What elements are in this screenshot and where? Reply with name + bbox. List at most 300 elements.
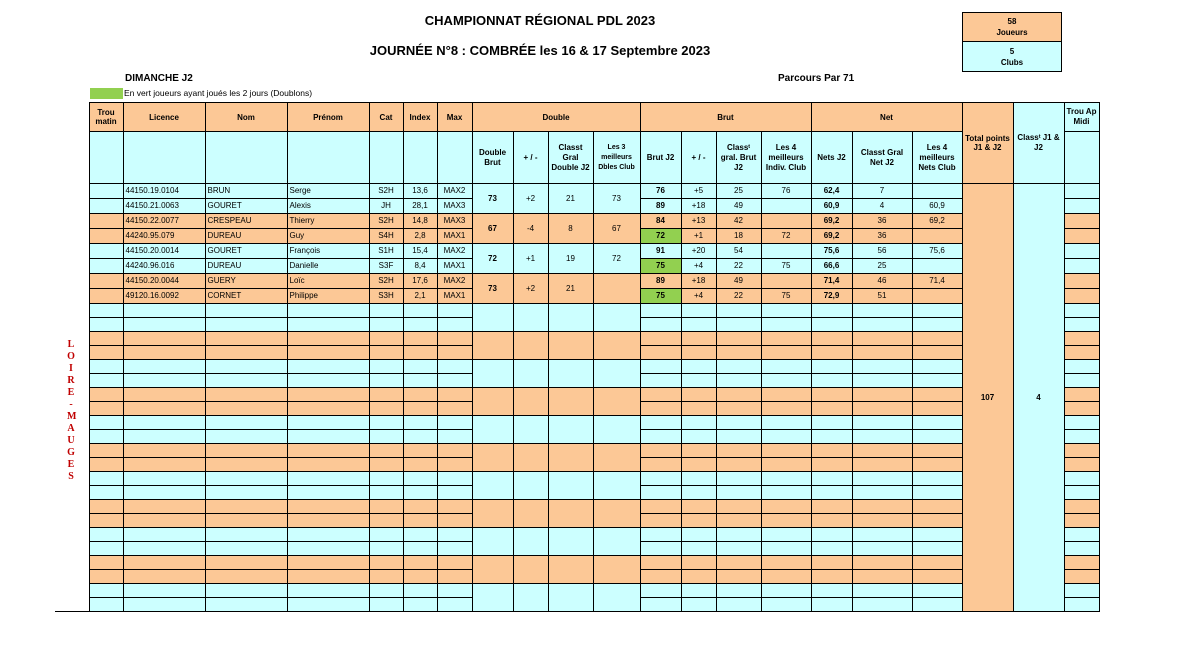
class-brut-cell: [716, 570, 761, 584]
index-cell: [403, 360, 437, 374]
brut-pm-cell: [681, 332, 716, 346]
trou-matin-cell: [89, 199, 123, 214]
index-cell: [403, 472, 437, 486]
best4-nets-cell: [912, 486, 962, 500]
double-classt-cell: [548, 416, 593, 444]
max-cell: [437, 360, 472, 374]
header-total-points: Total points J1 & J2: [962, 103, 1013, 184]
subheader-les4-indiv: Les 4 meilleurs Indiv. Club: [761, 132, 811, 184]
prenom-cell: [287, 472, 369, 486]
double-best3-cell: [593, 274, 640, 304]
nom-cell: [205, 570, 287, 584]
class-net-cell: [852, 598, 912, 612]
table-row: [55, 472, 1099, 486]
max-cell: [437, 346, 472, 360]
double-pm-cell: [513, 528, 548, 556]
brut-pm-cell: [681, 318, 716, 332]
best4-nets-cell: [912, 556, 962, 570]
licence-cell: [123, 556, 205, 570]
nom-cell: [205, 430, 287, 444]
net-j2-cell: [811, 388, 852, 402]
class-brut-cell: [716, 430, 761, 444]
class-net-cell: [852, 542, 912, 556]
cat-cell: [369, 430, 403, 444]
class-net-cell: 56: [852, 244, 912, 259]
net-j2-cell: [811, 304, 852, 318]
header-licence: Licence: [123, 103, 205, 132]
header-trou-ap-midi: Trou Ap Midi: [1064, 103, 1099, 132]
nom-cell: [205, 388, 287, 402]
net-j2-cell: [811, 360, 852, 374]
max-cell: [437, 318, 472, 332]
class-net-cell: [852, 458, 912, 472]
best4-nets-cell: 75,6: [912, 244, 962, 259]
net-j2-cell: [811, 332, 852, 346]
cat-cell: [369, 444, 403, 458]
licence-cell: [123, 374, 205, 388]
brut-pm-cell: [681, 416, 716, 430]
nom-cell: [205, 458, 287, 472]
prenom-cell: [287, 402, 369, 416]
best4-nets-cell: [912, 528, 962, 542]
max-cell: [437, 416, 472, 430]
licence-cell: 44150.22.0077: [123, 214, 205, 229]
net-j2-cell: 75,6: [811, 244, 852, 259]
net-j2-cell: 66,6: [811, 259, 852, 274]
double-classt-cell: [548, 332, 593, 360]
licence-cell: [123, 570, 205, 584]
class-net-cell: 51: [852, 289, 912, 304]
double-pm-cell: [513, 444, 548, 472]
subheader-brut-pm: + / -: [681, 132, 716, 184]
trou-ap-midi-cell: [1064, 318, 1099, 332]
index-cell: [403, 430, 437, 444]
prenom-cell: Serge: [287, 184, 369, 199]
brut-j2-cell: [640, 318, 681, 332]
net-j2-cell: 69,2: [811, 214, 852, 229]
cat-cell: S3H: [369, 289, 403, 304]
trou-matin-cell: [89, 416, 123, 430]
brut-j2-cell: [640, 542, 681, 556]
cat-cell: [369, 318, 403, 332]
brut-j2-cell: [640, 528, 681, 542]
class-brut-cell: [716, 598, 761, 612]
cat-cell: S1H: [369, 244, 403, 259]
subheader-blank-index: [403, 132, 437, 184]
class-net-cell: [852, 402, 912, 416]
trou-matin-cell: [89, 346, 123, 360]
prenom-cell: [287, 318, 369, 332]
brut-j2-cell: [640, 360, 681, 374]
double-classt-cell: 8: [548, 214, 593, 244]
trou-ap-midi-cell: [1064, 259, 1099, 274]
trou-matin-cell: [89, 584, 123, 598]
trou-matin-cell: [89, 214, 123, 229]
max-cell: [437, 374, 472, 388]
nom-cell: BRUN: [205, 184, 287, 199]
cat-cell: [369, 542, 403, 556]
max-cell: MAX1: [437, 289, 472, 304]
licence-cell: [123, 430, 205, 444]
best4-nets-cell: [912, 598, 962, 612]
net-j2-cell: [811, 514, 852, 528]
subheader-classt-gral-net: Classt Gral Net J2: [852, 132, 912, 184]
class-brut-cell: [716, 332, 761, 346]
brut-j2-cell: [640, 374, 681, 388]
class-brut-cell: [716, 542, 761, 556]
best4-indiv-cell: [761, 274, 811, 289]
subheader-blank-trou: [89, 132, 123, 184]
trou-ap-midi-cell: [1064, 570, 1099, 584]
class-net-cell: [852, 374, 912, 388]
nom-cell: [205, 444, 287, 458]
players-count: 58: [1007, 17, 1017, 26]
cat-cell: [369, 584, 403, 598]
double-best3-cell: 67: [593, 214, 640, 244]
subheader-nets-j2: Nets J2: [811, 132, 852, 184]
class-brut-cell: 18: [716, 229, 761, 244]
prenom-cell: [287, 430, 369, 444]
licence-cell: [123, 514, 205, 528]
best4-indiv-cell: [761, 514, 811, 528]
index-cell: [403, 318, 437, 332]
double-best3-cell: [593, 472, 640, 500]
trou-ap-midi-cell: [1064, 514, 1099, 528]
best4-indiv-cell: [761, 388, 811, 402]
licence-cell: 49120.16.0092: [123, 289, 205, 304]
nom-cell: [205, 360, 287, 374]
class-brut-cell: 49: [716, 274, 761, 289]
net-j2-cell: 72,9: [811, 289, 852, 304]
double-classt-cell: [548, 528, 593, 556]
index-cell: [403, 514, 437, 528]
best4-nets-cell: [912, 570, 962, 584]
double-best3-cell: [593, 500, 640, 528]
double-best3-cell: [593, 360, 640, 388]
brut-j2-cell: 91: [640, 244, 681, 259]
table-row: [55, 304, 1099, 318]
brut-pm-cell: [681, 346, 716, 360]
best4-indiv-cell: [761, 318, 811, 332]
prenom-cell: Danielle: [287, 259, 369, 274]
table-row: [55, 332, 1099, 346]
index-cell: [403, 444, 437, 458]
net-j2-cell: [811, 542, 852, 556]
best4-indiv-cell: [761, 416, 811, 430]
best4-indiv-cell: [761, 570, 811, 584]
class-net-cell: 36: [852, 214, 912, 229]
double-classt-cell: [548, 584, 593, 612]
subheader-double-brut: Double Brut: [472, 132, 513, 184]
best4-indiv-cell: [761, 528, 811, 542]
double-best3-cell: [593, 584, 640, 612]
players-count-box: [962, 12, 1062, 42]
max-cell: [437, 556, 472, 570]
max-cell: [437, 542, 472, 556]
double-brut-cell: [472, 304, 513, 332]
index-cell: 13,6: [403, 184, 437, 199]
subheader-blank-prenom: [287, 132, 369, 184]
prenom-cell: [287, 332, 369, 346]
brut-pm-cell: [681, 472, 716, 486]
max-cell: [437, 584, 472, 598]
best4-nets-cell: [912, 388, 962, 402]
brut-j2-cell: [640, 584, 681, 598]
class-net-cell: [852, 388, 912, 402]
licence-cell: [123, 542, 205, 556]
brut-pm-cell: +18: [681, 199, 716, 214]
brut-j2-cell: [640, 416, 681, 430]
index-cell: 2,8: [403, 229, 437, 244]
brut-pm-cell: +4: [681, 289, 716, 304]
double-pm-cell: [513, 360, 548, 388]
trou-ap-midi-cell: [1064, 229, 1099, 244]
table-row: [55, 360, 1099, 374]
cat-cell: [369, 486, 403, 500]
max-cell: [437, 472, 472, 486]
cat-cell: [369, 598, 403, 612]
brut-pm-cell: [681, 486, 716, 500]
max-cell: [437, 528, 472, 542]
nom-cell: DUREAU: [205, 259, 287, 274]
cat-cell: [369, 332, 403, 346]
trou-ap-midi-cell: [1064, 388, 1099, 402]
index-cell: 2,1: [403, 289, 437, 304]
nom-cell: [205, 500, 287, 514]
brut-pm-cell: [681, 598, 716, 612]
max-cell: [437, 332, 472, 346]
table-row: [55, 184, 1099, 199]
double-best3-cell: [593, 528, 640, 556]
day-label: DIMANCHE J2: [125, 73, 193, 84]
double-pm-cell: [513, 500, 548, 528]
net-j2-cell: [811, 416, 852, 430]
brut-j2-cell: [640, 486, 681, 500]
double-best3-cell: [593, 304, 640, 332]
class-net-cell: 36: [852, 229, 912, 244]
subheader-brut-j2: Brut J2: [640, 132, 681, 184]
trou-ap-midi-cell: [1064, 374, 1099, 388]
cat-cell: [369, 416, 403, 430]
table-row: [55, 416, 1099, 430]
trou-matin-cell: [89, 528, 123, 542]
trou-matin-cell: [89, 274, 123, 289]
brut-pm-cell: [681, 570, 716, 584]
trou-matin-cell: [89, 289, 123, 304]
nom-cell: [205, 598, 287, 612]
prenom-cell: [287, 598, 369, 612]
subheader-blank-max: [437, 132, 472, 184]
prenom-cell: [287, 458, 369, 472]
best4-indiv-cell: [761, 444, 811, 458]
index-cell: [403, 542, 437, 556]
brut-pm-cell: [681, 500, 716, 514]
class-brut-cell: 42: [716, 214, 761, 229]
best4-indiv-cell: 75: [761, 289, 811, 304]
double-classt-cell: [548, 304, 593, 332]
class-net-cell: [852, 304, 912, 318]
best4-indiv-cell: [761, 304, 811, 318]
cat-cell: [369, 402, 403, 416]
trou-ap-midi-cell: [1064, 360, 1099, 374]
licence-cell: [123, 360, 205, 374]
max-cell: [437, 458, 472, 472]
table-row: [55, 528, 1099, 542]
cat-cell: S2H: [369, 274, 403, 289]
nom-cell: [205, 542, 287, 556]
nom-cell: [205, 374, 287, 388]
best4-nets-cell: [912, 542, 962, 556]
class-brut-cell: [716, 472, 761, 486]
best4-indiv-cell: [761, 402, 811, 416]
trou-ap-midi-cell: [1064, 458, 1099, 472]
best4-indiv-cell: [761, 374, 811, 388]
net-j2-cell: [811, 346, 852, 360]
header-nom: Nom: [205, 103, 287, 132]
index-cell: [403, 388, 437, 402]
licence-cell: [123, 332, 205, 346]
index-cell: 17,6: [403, 274, 437, 289]
trou-matin-cell: [89, 444, 123, 458]
class-brut-cell: [716, 514, 761, 528]
trou-ap-midi-cell: [1064, 402, 1099, 416]
double-best3-cell: [593, 416, 640, 444]
brut-j2-cell: [640, 556, 681, 570]
trou-matin-cell: [89, 259, 123, 274]
max-cell: [437, 570, 472, 584]
nom-cell: [205, 584, 287, 598]
double-classt-cell: [548, 444, 593, 472]
clubs-label: Clubs: [1000, 57, 1024, 67]
licence-cell: [123, 318, 205, 332]
class-net-cell: 4: [852, 199, 912, 214]
trou-ap-midi-cell: [1064, 444, 1099, 458]
subheader-les4-nets: Les 4 meilleurs Nets Club: [912, 132, 962, 184]
class-brut-cell: [716, 304, 761, 318]
double-best3-cell: 72: [593, 244, 640, 274]
net-j2-cell: [811, 374, 852, 388]
double-brut-cell: [472, 416, 513, 444]
best4-nets-cell: [912, 184, 962, 199]
trou-ap-midi-cell: [1064, 416, 1099, 430]
trou-matin-cell: [89, 332, 123, 346]
best4-nets-cell: [912, 332, 962, 346]
brut-j2-cell: [640, 514, 681, 528]
best4-indiv-cell: 75: [761, 259, 811, 274]
double-classt-cell: [548, 388, 593, 416]
prenom-cell: [287, 486, 369, 500]
nom-cell: CORNET: [205, 289, 287, 304]
cat-cell: S2H: [369, 184, 403, 199]
trou-matin-cell: [89, 458, 123, 472]
max-cell: MAX1: [437, 259, 472, 274]
class-net-cell: [852, 584, 912, 598]
net-j2-cell: [811, 556, 852, 570]
trou-matin-cell: [89, 374, 123, 388]
double-brut-cell: 73: [472, 274, 513, 304]
net-j2-cell: 62,4: [811, 184, 852, 199]
trou-matin-cell: [89, 184, 123, 199]
index-cell: 28,1: [403, 199, 437, 214]
brut-j2-cell: 72: [640, 229, 681, 244]
brut-pm-cell: [681, 542, 716, 556]
index-cell: [403, 304, 437, 318]
double-pm-cell: [513, 388, 548, 416]
nom-cell: [205, 416, 287, 430]
licence-cell: [123, 528, 205, 542]
brut-j2-cell: 76: [640, 184, 681, 199]
prenom-cell: Philippe: [287, 289, 369, 304]
max-cell: MAX2: [437, 244, 472, 259]
best4-indiv-cell: [761, 332, 811, 346]
index-cell: [403, 584, 437, 598]
best4-nets-cell: [912, 346, 962, 360]
brut-pm-cell: [681, 444, 716, 458]
cat-cell: [369, 500, 403, 514]
brut-pm-cell: [681, 458, 716, 472]
max-cell: MAX2: [437, 184, 472, 199]
nom-cell: [205, 472, 287, 486]
best4-indiv-cell: [761, 556, 811, 570]
index-cell: [403, 416, 437, 430]
brut-pm-cell: [681, 402, 716, 416]
trou-matin-cell: [89, 430, 123, 444]
club-name-vertical: LOIRE-MAUGES: [67, 339, 77, 482]
double-classt-cell: [548, 472, 593, 500]
total-points-cell: 107: [962, 184, 1013, 612]
brut-j2-cell: [640, 304, 681, 318]
max-cell: [437, 304, 472, 318]
course-par-label: Parcours Par 71: [778, 73, 855, 84]
double-brut-cell: 72: [472, 244, 513, 274]
class-brut-cell: [716, 584, 761, 598]
brut-j2-cell: [640, 472, 681, 486]
double-best3-cell: [593, 444, 640, 472]
double-brut-cell: [472, 556, 513, 584]
licence-cell: [123, 444, 205, 458]
max-cell: [437, 388, 472, 402]
subheader-blank-nom: [205, 132, 287, 184]
double-best3-cell: [593, 556, 640, 584]
trou-ap-midi-cell: [1064, 184, 1099, 199]
trou-ap-midi-cell: [1064, 289, 1099, 304]
header-prenom: Prénom: [287, 103, 369, 132]
max-cell: MAX3: [437, 199, 472, 214]
trou-ap-midi-cell: [1064, 199, 1099, 214]
prenom-cell: [287, 542, 369, 556]
brut-pm-cell: [681, 374, 716, 388]
brut-pm-cell: [681, 430, 716, 444]
best4-indiv-cell: [761, 346, 811, 360]
prenom-cell: [287, 360, 369, 374]
prenom-cell: [287, 388, 369, 402]
licence-cell: 44240.95.079: [123, 229, 205, 244]
class-net-cell: [852, 500, 912, 514]
cat-cell: S4H: [369, 229, 403, 244]
brut-pm-cell: [681, 556, 716, 570]
licence-cell: [123, 500, 205, 514]
prenom-cell: [287, 500, 369, 514]
licence-cell: [123, 346, 205, 360]
double-classt-cell: 21: [548, 184, 593, 214]
net-j2-cell: [811, 444, 852, 458]
cat-cell: [369, 570, 403, 584]
page-subtitle: JOURNÉE N°8 : COMBRÉE les 16 & 17 Septembre 2023: [369, 43, 711, 58]
net-j2-cell: 69,2: [811, 229, 852, 244]
class-net-cell: [852, 318, 912, 332]
trou-ap-midi-cell: [1064, 598, 1099, 612]
nom-cell: [205, 318, 287, 332]
